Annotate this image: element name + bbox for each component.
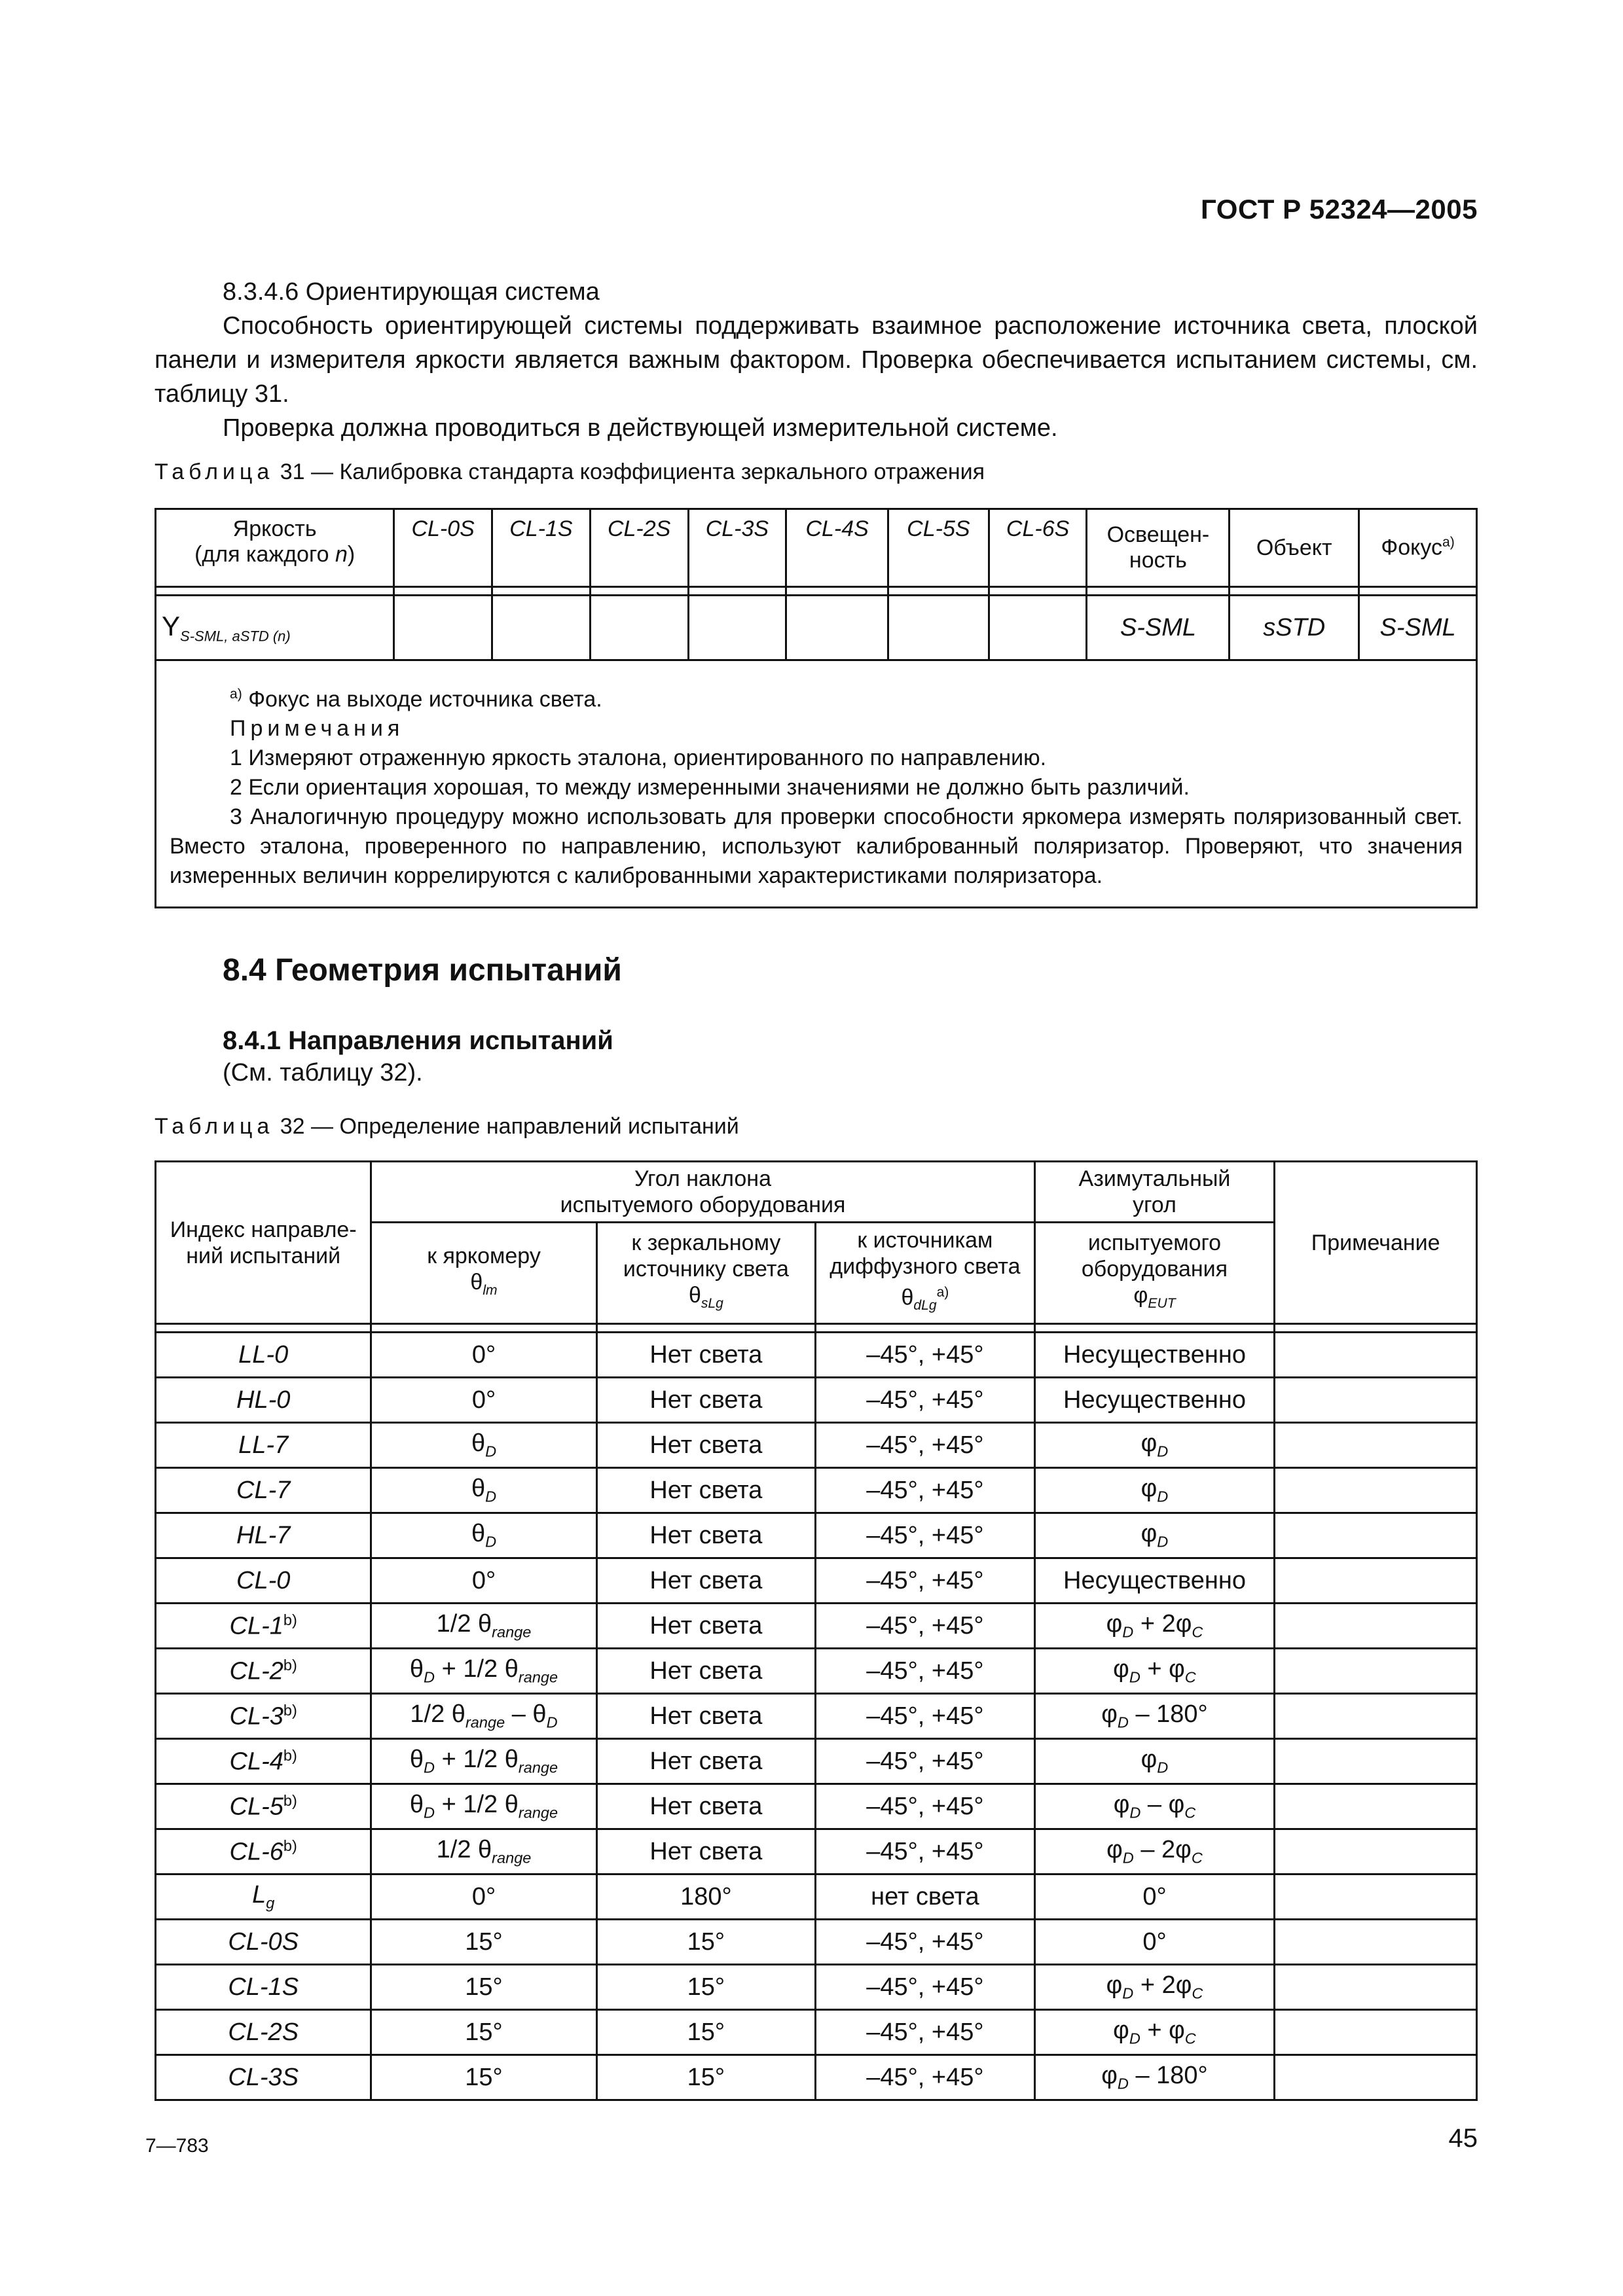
table32-cell-luminance-meter-angle: $\theta_D$ xyxy=(371,1468,596,1513)
table32-cell-specular-angle: 15° xyxy=(596,2010,816,2055)
table31-notes xyxy=(156,660,1477,908)
table32-cell-index: CL-5$^{b)}$ xyxy=(156,1784,371,1829)
table32-cell-diffuse-angle: –45°, +45° xyxy=(816,1694,1034,1739)
table32-header-to-specular-source: к зеркальному источнику света $\theta_{sLg}$ xyxy=(596,1223,816,1324)
table-row xyxy=(156,1694,1477,1739)
table32-cell-specular-angle: Нет света xyxy=(596,1739,816,1784)
table32-cell-index: LL-0 xyxy=(156,1333,371,1378)
table32-cell-luminance-meter-angle: 15° xyxy=(371,1920,596,1965)
table31-caption-text: 31 — Калибровка стандарта коэффициента зеркального отражения xyxy=(280,459,985,484)
table-row xyxy=(156,1513,1477,1558)
table32-cell-specular-angle: 180° xyxy=(596,1874,816,1920)
table31-header-cl: CL-3S xyxy=(688,509,786,587)
table32-cell-luminance-meter-angle: $\theta_D + 1/2$ $\theta_{range}$ xyxy=(371,1784,596,1829)
table31-cell-empty xyxy=(590,596,688,660)
table32-header-tilt: Угол наклона испытуемого оборудования xyxy=(371,1162,1034,1223)
table31-header-cl: CL-6S xyxy=(989,509,1087,587)
table32-cell-index: CL-6$^{b)}$ xyxy=(156,1829,371,1874)
table-row xyxy=(156,1965,1477,2010)
table32-cell-note xyxy=(1275,1920,1477,1965)
section-8346-paragraph-2: Проверка должна проводиться в действующей измерительной системе. xyxy=(223,414,1058,442)
table31-note: 3 Аналогичную процедуру можно использовать для проверки способности яркомера измерять поляризованный свет. Вместо эталона, проверенного по направлению, используют калиброванный поляризатор. Проверяют, что значения измеренных величин коррелируются с калиброванными характеристиками поляризатора. xyxy=(170,804,1463,889)
table32-cell-note xyxy=(1275,2010,1477,2055)
table-row xyxy=(156,1829,1477,1874)
table32-cell-index: CL-3S xyxy=(156,2055,371,2100)
table31-header-cl: CL-1S xyxy=(492,509,591,587)
table32-cell-note xyxy=(1275,1874,1477,1920)
table-row xyxy=(156,1739,1477,1784)
table32-cell-luminance-meter-angle: $\theta_D + 1/2$ $\theta_{range}$ xyxy=(371,1739,596,1784)
table31-note: 2 Если ориентация хорошая, то между измеренными значениями не должно быть различий. xyxy=(230,775,1190,800)
footer-print-code: 7—783 xyxy=(145,2135,209,2157)
table32-cell-specular-angle: 15° xyxy=(596,1920,816,1965)
table32-cell-index: CL-0S xyxy=(156,1920,371,1965)
page-number: 45 xyxy=(1448,2124,1478,2153)
table32-cell-diffuse-angle: –45°, +45° xyxy=(816,1604,1034,1649)
table32-cell-specular-angle: Нет света xyxy=(596,1423,816,1468)
table32-body xyxy=(156,1333,1477,2100)
table32-cell-specular-angle: Нет света xyxy=(596,1378,816,1423)
table32-cell-luminance-meter-angle: 1/2 $\theta_{range}$ xyxy=(371,1604,596,1649)
table32-cell-azimuth: Несущественно xyxy=(1034,1378,1275,1423)
table32-cell-diffuse-angle: –45°, +45° xyxy=(816,1920,1034,1965)
table31-note: 1 Измеряют отраженную яркость эталона, ориентированного по направлению. xyxy=(230,745,1047,771)
table-row xyxy=(156,1378,1477,1423)
table32-cell-luminance-meter-angle: 15° xyxy=(371,1965,596,2010)
table32-cell-azimuth: $\varphi_D - \varphi_C$ xyxy=(1034,1784,1275,1829)
section-841-heading: 8.4.1 Направления испытаний xyxy=(223,1026,613,1055)
table32-cell-index: CL-2S xyxy=(156,2010,371,2055)
table32-cell-azimuth: $\varphi_D - 180^\circ$ xyxy=(1034,2055,1275,2100)
table32-caption-text: 32 — Определение направлений испытаний xyxy=(280,1114,739,1139)
table-row xyxy=(156,1558,1477,1604)
table31-header-cl: CL-4S xyxy=(786,509,888,587)
table-row xyxy=(156,1423,1477,1468)
table31-cell-empty xyxy=(786,596,888,660)
table-row xyxy=(156,1874,1477,1920)
table32-cell-note xyxy=(1275,2055,1477,2100)
table-row xyxy=(156,2010,1477,2055)
table32-cell-azimuth: Несущественно xyxy=(1034,1558,1275,1604)
table32-cell-index: CL-3$^{b)}$ xyxy=(156,1694,371,1739)
table32-caption xyxy=(155,1114,739,1139)
table32-header-azimuth: Азимутальный угол xyxy=(1034,1162,1275,1223)
table-32 xyxy=(155,1160,1478,2101)
table32-cell-luminance-meter-angle: 0° xyxy=(371,1874,596,1920)
table31-cell-empty xyxy=(989,596,1087,660)
table32-cell-index: LL-7 xyxy=(156,1423,371,1468)
table31-cell-empty xyxy=(394,596,492,660)
table32-cell-diffuse-angle: –45°, +45° xyxy=(816,1558,1034,1604)
table31-cell-focus: S-SML xyxy=(1359,596,1477,660)
table31-notes-title: Примечания xyxy=(230,716,405,742)
table32-cell-index: CL-1S xyxy=(156,1965,371,2010)
table32-cell-specular-angle: 15° xyxy=(596,1965,816,2010)
table32-cell-note xyxy=(1275,1423,1477,1468)
table31-cell-empty xyxy=(688,596,786,660)
table32-cell-diffuse-angle: –45°, +45° xyxy=(816,1649,1034,1694)
section-84-heading: 8.4 Геометрия испытаний xyxy=(223,953,622,988)
table32-caption-word: Таблица xyxy=(155,1114,274,1139)
table31-cell-illuminance: S-SML xyxy=(1087,596,1230,660)
table31-caption xyxy=(155,459,985,485)
table32-cell-azimuth: $\varphi_D$ xyxy=(1034,1739,1275,1784)
table31-cell-empty xyxy=(492,596,591,660)
table31-header-cl: CL-5S xyxy=(888,509,989,587)
table32-cell-index: $L_g$ xyxy=(156,1874,371,1920)
section-8346-paragraph-1: Способность ориентирующей системы поддерживать взаимное расположение источника света, плоской панели и измерителя яркости является важным фактором. Проверка обеспечивается испытанием системы, см. таблицу 31. xyxy=(155,312,1478,408)
table31-caption-word: Таблица xyxy=(155,459,274,484)
table32-cell-luminance-meter-angle: $\theta_D$ xyxy=(371,1423,596,1468)
table31-header-object: Объект xyxy=(1230,509,1359,587)
table32-cell-diffuse-angle: –45°, +45° xyxy=(816,1829,1034,1874)
table32-cell-diffuse-angle: –45°, +45° xyxy=(816,1468,1034,1513)
table32-cell-index: CL-4$^{b)}$ xyxy=(156,1739,371,1784)
table32-cell-index: CL-7 xyxy=(156,1468,371,1513)
table32-cell-note xyxy=(1275,1468,1477,1513)
table32-cell-azimuth: $\varphi_D - 2\varphi_C$ xyxy=(1034,1829,1275,1874)
table32-cell-note xyxy=(1275,1965,1477,2010)
table32-cell-specular-angle: Нет света xyxy=(596,1333,816,1378)
table32-cell-diffuse-angle: –45°, +45° xyxy=(816,2010,1034,2055)
table32-cell-specular-angle: Нет света xyxy=(596,1694,816,1739)
table32-cell-note xyxy=(1275,1513,1477,1558)
table32-cell-diffuse-angle: –45°, +45° xyxy=(816,2055,1034,2100)
table32-cell-diffuse-angle: –45°, +45° xyxy=(816,1739,1034,1784)
table-row xyxy=(156,1604,1477,1649)
table32-cell-note xyxy=(1275,1378,1477,1423)
table32-cell-azimuth: $\varphi_D$ xyxy=(1034,1468,1275,1513)
table32-cell-luminance-meter-angle: 0° xyxy=(371,1558,596,1604)
table32-cell-diffuse-angle: –45°, +45° xyxy=(816,1513,1034,1558)
table32-header-to-diffuse-sources: к источникам диффузного света $\theta_{dLg}^{а)}$ xyxy=(816,1223,1034,1324)
section-8346-title: 8.3.4.6 Ориентирующая система xyxy=(223,278,600,306)
table32-cell-diffuse-angle: –45°, +45° xyxy=(816,1378,1034,1423)
table31-header-brightness: Яркость (для каждого n) xyxy=(156,509,394,587)
table32-cell-specular-angle: Нет света xyxy=(596,1649,816,1694)
section-841-text: (См. таблицу 32). xyxy=(223,1059,423,1086)
table32-cell-azimuth: $\varphi_D - 180^\circ$ xyxy=(1034,1694,1275,1739)
table31-header-cl: CL-0S xyxy=(394,509,492,587)
table32-cell-azimuth: 0° xyxy=(1034,1874,1275,1920)
table32-cell-azimuth: $\varphi_D + 2\varphi_C$ xyxy=(1034,1965,1275,2010)
table32-cell-note xyxy=(1275,1604,1477,1649)
table32-cell-luminance-meter-angle: $\theta_D + 1/2$ $\theta_{range}$ xyxy=(371,1649,596,1694)
table32-cell-specular-angle: Нет света xyxy=(596,1829,816,1874)
table32-cell-note xyxy=(1275,1694,1477,1739)
table32-cell-azimuth: $\varphi_D + 2\varphi_C$ xyxy=(1034,1604,1275,1649)
table32-cell-luminance-meter-angle: 0° xyxy=(371,1333,596,1378)
table31-header-focus: Фокус$^{а)}$ xyxy=(1359,509,1477,587)
table32-header-note: Примечание xyxy=(1275,1162,1477,1324)
table32-cell-azimuth: Несущественно xyxy=(1034,1333,1275,1378)
table32-cell-luminance-meter-angle: $\theta_D$ xyxy=(371,1513,596,1558)
table32-cell-azimuth: $\varphi_D$ xyxy=(1034,1513,1275,1558)
table32-cell-luminance-meter-angle: 1/2 $\theta_{range}$ xyxy=(371,1829,596,1874)
table32-cell-note xyxy=(1275,1739,1477,1784)
table32-cell-diffuse-angle: –45°, +45° xyxy=(816,1423,1034,1468)
table32-header-eut-azimuth: испытуемого оборудования $\varphi_{EUT}$ xyxy=(1034,1223,1275,1324)
document-number: ГОСТ Р 52324—2005 xyxy=(1201,194,1478,224)
table31-cell-empty xyxy=(888,596,989,660)
table32-cell-note xyxy=(1275,1649,1477,1694)
table32-cell-luminance-meter-angle: 15° xyxy=(371,2010,596,2055)
table32-cell-luminance-meter-angle: 15° xyxy=(371,2055,596,2100)
table31-header-cl: CL-2S xyxy=(590,509,688,587)
table-row xyxy=(156,1920,1477,1965)
table31-footnote: $^{а)}$ Фокус на выходе источника света. xyxy=(230,687,602,712)
table32-cell-azimuth: $\varphi_D + \varphi_C$ xyxy=(1034,1649,1275,1694)
table32-cell-specular-angle: 15° xyxy=(596,2055,816,2100)
table32-cell-specular-angle: Нет света xyxy=(596,1513,816,1558)
table32-cell-azimuth: $\varphi_D + \varphi_C$ xyxy=(1034,2010,1275,2055)
table-row xyxy=(156,1333,1477,1378)
table32-cell-specular-angle: Нет света xyxy=(596,1604,816,1649)
table32-cell-specular-angle: Нет света xyxy=(596,1784,816,1829)
table32-cell-index: HL-7 xyxy=(156,1513,371,1558)
table32-cell-luminance-meter-angle: 0° xyxy=(371,1378,596,1423)
table32-cell-note xyxy=(1275,1333,1477,1378)
table32-cell-azimuth: $\varphi_D$ xyxy=(1034,1423,1275,1468)
table32-header-index: Индекс направле- ний испытаний xyxy=(156,1162,371,1324)
table31-header-illuminance: Освещен- ность xyxy=(1087,509,1230,587)
table32-cell-note xyxy=(1275,1558,1477,1604)
table31-cell-object: sSTD xyxy=(1230,596,1359,660)
table-row xyxy=(156,1784,1477,1829)
table32-cell-azimuth: 0° xyxy=(1034,1920,1275,1965)
table32-cell-luminance-meter-angle: 1/2 $\theta_{range} - \theta_D$ xyxy=(371,1694,596,1739)
table-row xyxy=(156,1649,1477,1694)
table32-cell-note xyxy=(1275,1829,1477,1874)
table32-cell-index: HL-0 xyxy=(156,1378,371,1423)
table32-cell-diffuse-angle: –45°, +45° xyxy=(816,1333,1034,1378)
table32-cell-specular-angle: Нет света xyxy=(596,1468,816,1513)
table-row xyxy=(156,1468,1477,1513)
table32-cell-diffuse-angle: –45°, +45° xyxy=(816,1965,1034,2010)
table32-cell-index: CL-0 xyxy=(156,1558,371,1604)
table-31 xyxy=(155,508,1478,908)
table31-row-label: $Y_{S-SML, aSTD (n)}$ xyxy=(156,596,394,660)
table-row xyxy=(156,2055,1477,2100)
table32-cell-index: CL-1$^{b)}$ xyxy=(156,1604,371,1649)
table32-cell-specular-angle: Нет света xyxy=(596,1558,816,1604)
table32-cell-diffuse-angle: нет света xyxy=(816,1874,1034,1920)
table32-cell-note xyxy=(1275,1784,1477,1829)
table32-cell-diffuse-angle: –45°, +45° xyxy=(816,1784,1034,1829)
table32-header-to-luminance-meter: к яркомеру $\theta_{lm}$ xyxy=(371,1223,596,1324)
table32-cell-index: CL-2$^{b)}$ xyxy=(156,1649,371,1694)
